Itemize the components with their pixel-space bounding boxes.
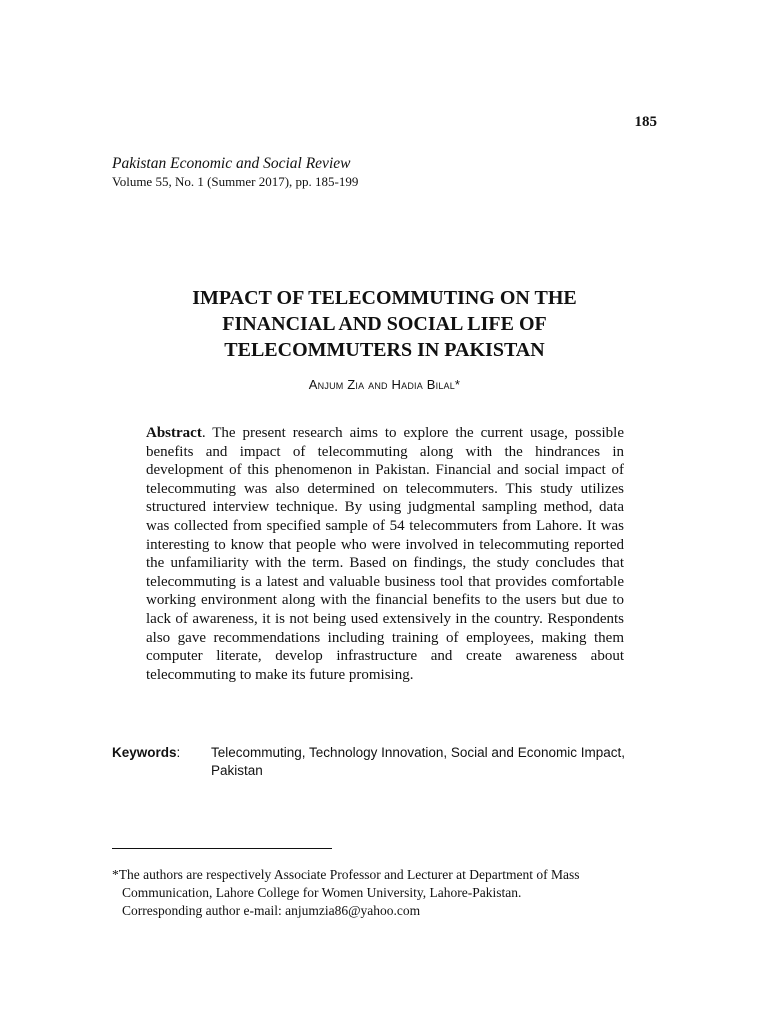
- footnote: [112, 866, 660, 920]
- journal-name: Pakistan Economic and Social Review: [112, 155, 351, 172]
- footnote-divider: [112, 848, 332, 849]
- footnote-line: *The authors are respectively Associate Professor and Lecturer at Department of Mass: [112, 867, 580, 882]
- paper-title: [112, 285, 657, 363]
- keywords-text: Telecommuting, Technology Innovation, Social and Economic Impact, Pakistan: [211, 745, 625, 778]
- title-line: FINANCIAL AND SOCIAL LIFE OF: [222, 313, 547, 335]
- abstract-text: . The present research aims to explore the current usage, possible benefits and impact of telecommuting along with the hindrances in development of this phenomenon in Pakistan. Financial and social impact of telecommuting was also determined on telecommuters. This study utilizes structured interview technique. By using judgmental sampling method, data was collected from specified sample of 54 telecommuters from Lahore. It was interesting to know that people who were involved in telecommuting reported the unfamiliarity with the term. Based on findings, the study concludes that telecommuting is a latest and valuable business tool that provides comfortable working environment along with the financial benefits to the users but due to lack of awareness, it is not being used extensively in the country. Respondents also gave recommendations including training of employees, making them computer literate, develop infrastructure and create awareness about telecommuting to make its future promising.: [146, 425, 624, 683]
- abstract-label: Abstract: [146, 425, 202, 441]
- keywords-label-group: [112, 744, 180, 762]
- abstract: [146, 424, 624, 684]
- keywords-colon: :: [176, 745, 181, 760]
- keywords-label: Keywords: [112, 745, 177, 760]
- page-number: 185: [634, 114, 657, 130]
- footnote-email: Corresponding author e-mail: anjumzia86@yahoo.com: [122, 903, 421, 918]
- title-line: TELECOMMUTERS IN PAKISTAN: [224, 339, 545, 361]
- title-line: IMPACT OF TELECOMMUTING ON THE: [192, 287, 577, 309]
- authors: Anjum Zia and Hadia Bilal*: [308, 377, 461, 392]
- footnote-line: Communication, Lahore College for Women University, Lahore-Pakistan.: [122, 885, 522, 900]
- journal-issue: Volume 55, No. 1 (Summer 2017), pp. 185-199: [112, 174, 359, 189]
